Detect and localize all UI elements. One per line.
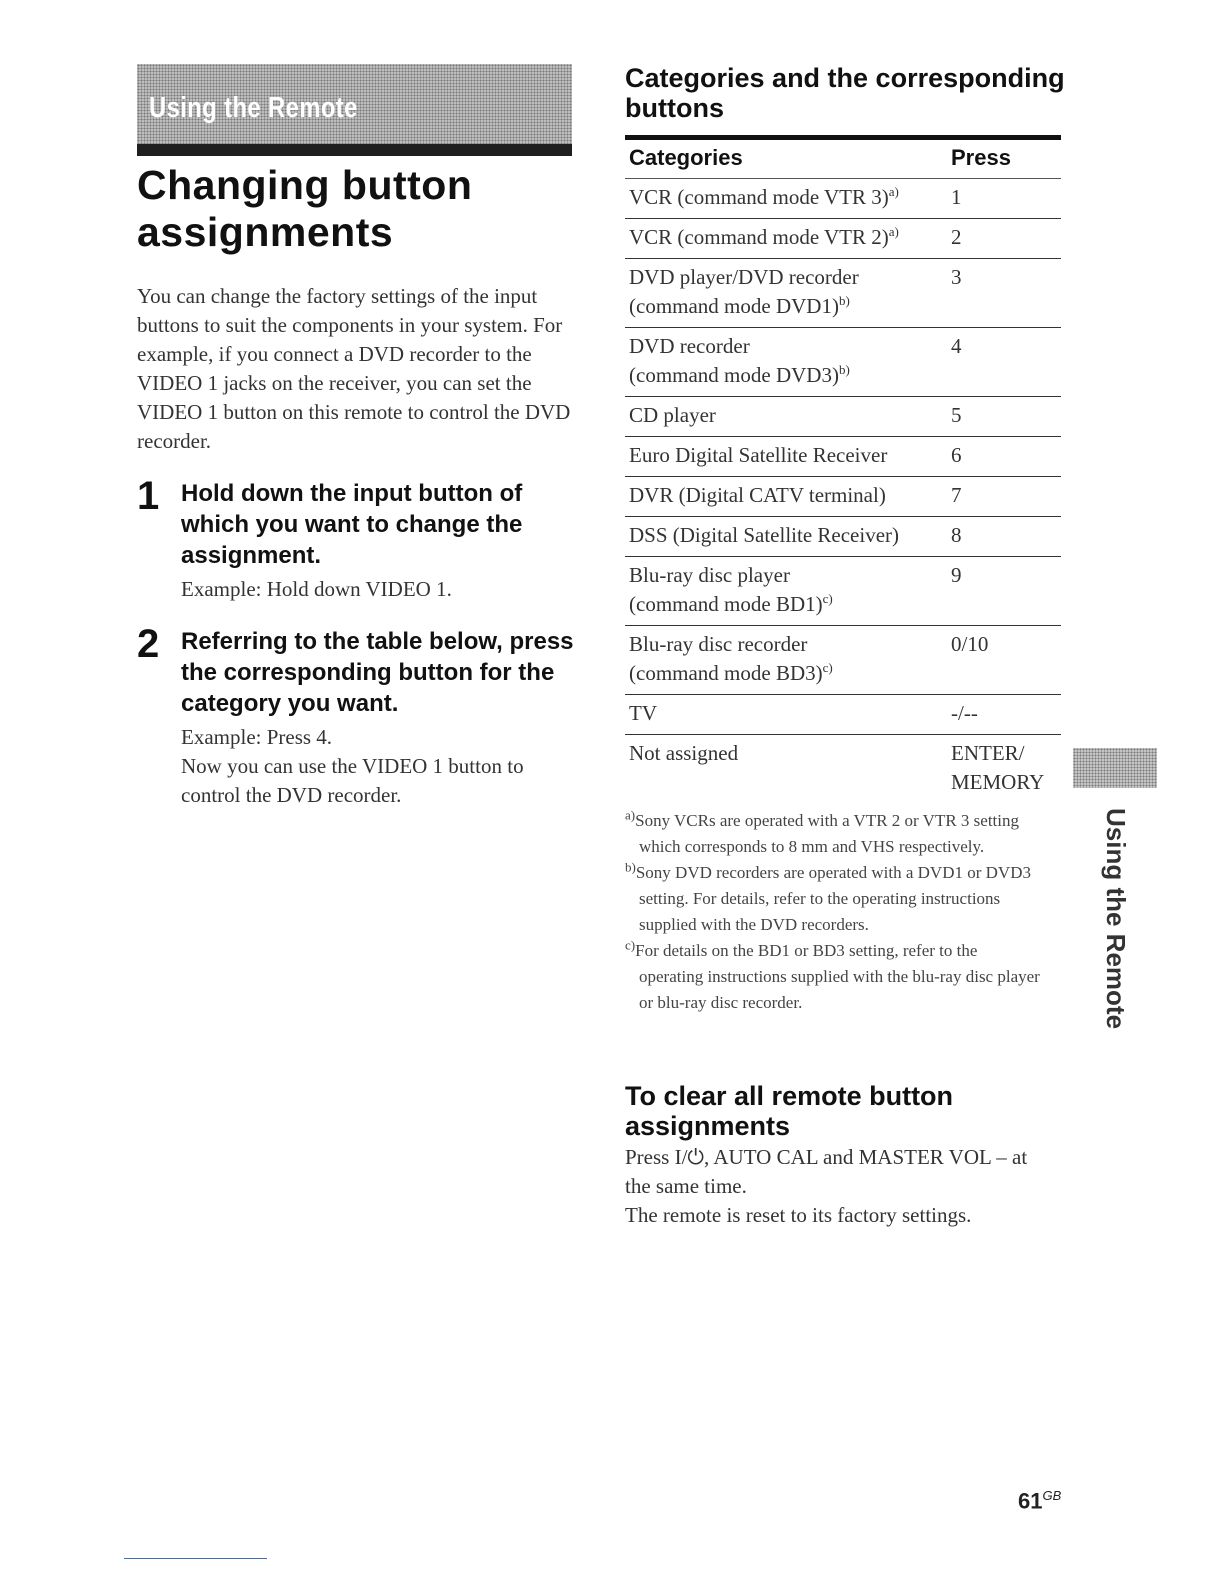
category-mode: (command mode DVD1) [629, 294, 839, 318]
category-text: Euro Digital Satellite Receiver [629, 443, 888, 467]
header-categories: Categories [629, 145, 743, 170]
category-cell [625, 735, 951, 803]
category-text: CD player [629, 403, 716, 427]
category-cell [625, 397, 951, 436]
category-text: Not assigned [629, 741, 739, 765]
press-cell: -/-- [951, 701, 978, 725]
category-cell [625, 517, 951, 556]
intro-paragraph: You can change the factory settings of the input buttons to suit the components in your system. For example, if you connect a DVD recorder to the VIDEO 1 jacks on the receiver, you can set the VIDEO 1 button on this remote to control the DVD recorder. [137, 284, 571, 453]
footnote [625, 938, 1045, 1016]
press-cell: 9 [951, 563, 962, 587]
footnote-mark: a) [625, 807, 636, 823]
clear-instruction: Press I/⏻, AUTO CAL and MASTER VOL – at the same time. [625, 1145, 1028, 1198]
category-text: Blu-ray disc player [629, 563, 790, 587]
step-example: Example: Press 4. [181, 725, 333, 749]
section-banner [137, 64, 572, 156]
footnotes [625, 808, 1045, 1016]
step-number: 1 [137, 474, 160, 518]
table-row [625, 626, 1061, 695]
table-body [625, 179, 1061, 803]
table-row [625, 179, 1061, 219]
footnote [625, 860, 1045, 938]
category-cell [625, 328, 951, 396]
page-title: Changing button assignments [137, 162, 473, 255]
footnote-ref: a) [888, 224, 899, 239]
footnote-ref: b) [838, 362, 850, 377]
footnote-text: For details on the BD1 or BD3 setting, refer to the operating instructions supplied with the blu-ray disc player or blu-ray disc recorder. [635, 941, 1040, 1012]
category-mode: (command mode DVD3) [629, 363, 839, 387]
footnote-ref: c) [822, 660, 833, 675]
press-cell: 3 [951, 265, 962, 289]
press-cell: ENTER/ MEMORY [951, 741, 1045, 794]
category-cell [625, 626, 951, 694]
table-row [625, 477, 1061, 517]
step-number: 2 [137, 622, 160, 666]
categories-table [625, 135, 1061, 803]
category-text: DSS (Digital Satellite Receiver) [629, 523, 900, 547]
category-mode: (command mode BD3) [629, 661, 823, 685]
clear-result: The remote is reset to its factory settings. [625, 1203, 972, 1227]
category-text: TV [629, 701, 657, 725]
step-heading: Referring to the table below, press the corresponding button for the category you want. [181, 628, 574, 717]
category-text: Blu-ray disc recorder [629, 632, 808, 656]
category-cell [625, 437, 951, 476]
footnote-ref: a) [888, 184, 899, 199]
press-cell: 8 [951, 523, 962, 547]
side-tab-label: Using the Remote [1101, 808, 1131, 1030]
table-row [625, 328, 1061, 397]
table-row [625, 397, 1061, 437]
category-cell [625, 557, 951, 625]
table-row [625, 557, 1061, 626]
table-row [625, 259, 1061, 328]
table-row [625, 695, 1061, 735]
footnote-ref: b) [838, 293, 850, 308]
press-cell: 6 [951, 443, 962, 467]
step-1 [137, 474, 577, 604]
press-cell: 7 [951, 483, 962, 507]
page-number-suffix: GB [1042, 1488, 1062, 1503]
category-text: DVR (Digital CATV terminal) [629, 483, 886, 507]
clear-section-title: To clear all remote button assignments [625, 1081, 954, 1141]
bottom-rule [124, 1558, 267, 1559]
category-cell [625, 219, 951, 258]
press-cell: 1 [951, 185, 962, 209]
table-row [625, 735, 1061, 803]
footnote-mark: b) [625, 859, 636, 875]
press-cell: 4 [951, 334, 962, 358]
press-cell: 0/10 [951, 632, 989, 656]
footnote [625, 808, 1045, 860]
category-text: DVD recorder [629, 334, 750, 358]
table-row [625, 437, 1061, 477]
side-tab-marker [1073, 748, 1157, 788]
header-press: Press [951, 145, 1011, 170]
clear-section-body [625, 1143, 1055, 1230]
page-number [1018, 1488, 1061, 1514]
category-mode: (command mode BD1) [629, 592, 823, 616]
category-text: DVD player/DVD recorder [629, 265, 859, 289]
category-cell [625, 695, 951, 734]
section-banner-label: Using the Remote [149, 92, 358, 124]
step-result: Now you can use the VIDEO 1 button to control the DVD recorder. [181, 754, 524, 807]
category-cell [625, 179, 951, 218]
footnote-mark: c) [625, 937, 636, 953]
category-cell [625, 259, 951, 327]
table-row [625, 219, 1061, 259]
page-number-value: 61 [1018, 1488, 1043, 1514]
table-header-row [625, 140, 1061, 179]
footnote-text: Sony VCRs are operated with a VTR 2 or VTR 3 setting which corresponds to 8 mm and VHS respectively. [635, 811, 1019, 856]
press-cell: 5 [951, 403, 962, 427]
step-example: Example: Hold down VIDEO 1. [181, 577, 452, 601]
category-text: VCR (command mode VTR 2) [629, 225, 889, 249]
table-row [625, 517, 1061, 557]
category-text: VCR (command mode VTR 3) [629, 185, 889, 209]
press-cell: 2 [951, 225, 962, 249]
footnote-ref: c) [822, 591, 833, 606]
footnote-text: Sony DVD recorders are operated with a DVD1 or DVD3 setting. For details, refer to the operating instructions supplied with the DVD recorders. [635, 863, 1031, 934]
category-cell [625, 477, 951, 516]
step-heading: Hold down the input button of which you want to change the assignment. [181, 480, 523, 569]
step-2 [137, 622, 577, 810]
table-section-title: Categories and the corresponding buttons [625, 63, 1065, 123]
